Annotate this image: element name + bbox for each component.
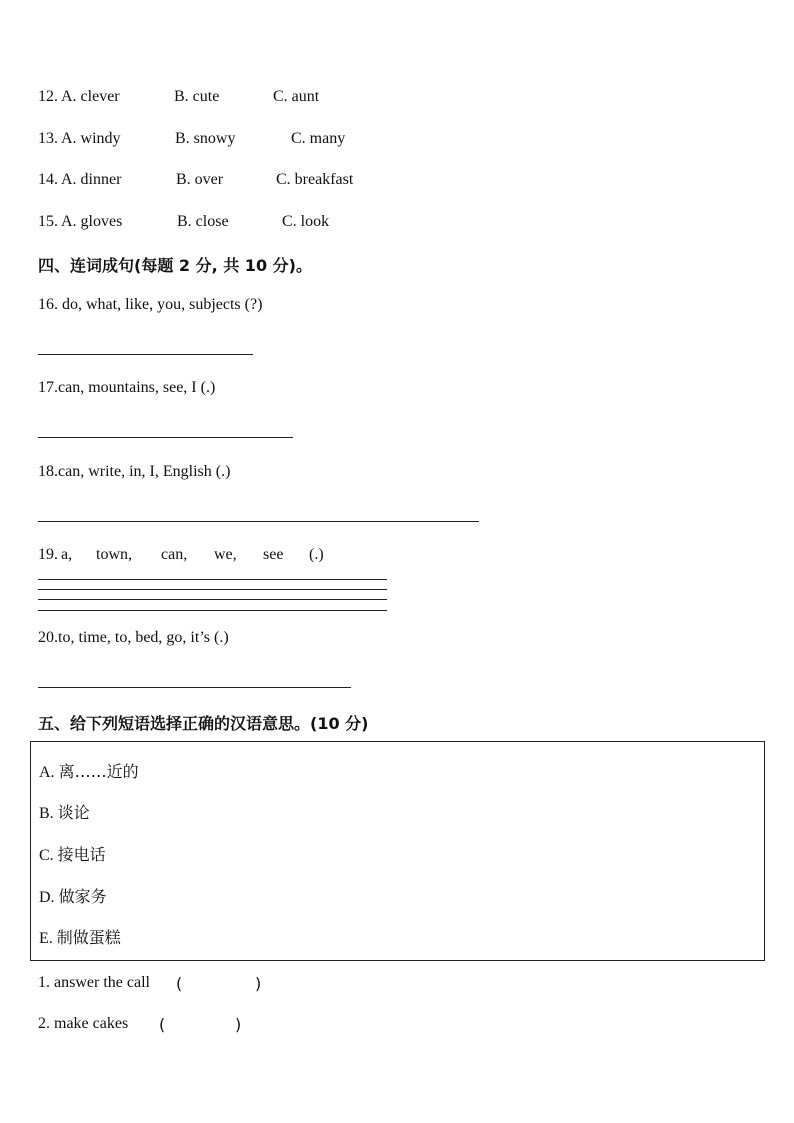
word: a, (61, 546, 73, 563)
item-text: 制做蛋糕 (56, 928, 121, 947)
item-letter: D. (39, 889, 55, 906)
answer-line-17[interactable] (38, 437, 293, 438)
phrase: 2. make cakes (38, 1015, 129, 1032)
answer-line-19b[interactable] (38, 589, 387, 590)
option-b: B. close (177, 213, 229, 230)
box-item-b (39, 800, 90, 823)
option-c: C. look (282, 213, 330, 230)
option-b: B. snowy (175, 130, 236, 147)
box-item-c (39, 842, 106, 865)
answer-line-19c[interactable] (38, 599, 387, 600)
item-text: 谈论 (57, 803, 90, 822)
answer-line-20[interactable] (38, 687, 351, 688)
option-c: C. aunt (273, 88, 320, 105)
item-text: 做家务 (58, 887, 107, 906)
option-c: C. many (291, 130, 346, 147)
question-number: 12. (38, 88, 58, 105)
item-text: 离……近的 (58, 762, 139, 781)
option-a: A. windy (61, 130, 121, 147)
option-a: A. clever (61, 88, 120, 105)
option-a: A. gloves (61, 213, 123, 230)
box-item-a (39, 759, 139, 782)
word: can, (161, 546, 188, 563)
answer-line-18[interactable] (38, 521, 479, 522)
question-number: 15. (38, 213, 58, 230)
question-number: 13. (38, 130, 58, 147)
question-number: 19. (38, 546, 58, 563)
options-box (30, 741, 765, 961)
question-16: 16. do, what, like, you, subjects (?) (38, 296, 263, 313)
answer-open-paren[interactable]: ( (176, 974, 183, 993)
section-5-title: 五、给下列短语选择正确的汉语意思。(10 分) (38, 714, 369, 733)
option-b: B. over (176, 171, 224, 188)
question-17: 17.can, mountains, see, I (.) (38, 379, 216, 396)
answer-line-16[interactable] (38, 354, 253, 355)
answer-line-19a[interactable] (38, 579, 387, 580)
question-number: 14. (38, 171, 58, 188)
answer-open-paren[interactable]: ( (159, 1015, 166, 1034)
answer-close-paren[interactable]: ) (255, 974, 262, 993)
option-c: C. breakfast (276, 171, 354, 188)
option-b: B. cute (174, 88, 220, 105)
word: see (263, 546, 284, 563)
phrase: 1. answer the call (38, 974, 150, 991)
box-item-d (39, 884, 107, 907)
word: town, (96, 546, 132, 563)
question-18: 18.can, write, in, I, English (.) (38, 463, 231, 480)
box-item-e (39, 925, 121, 948)
item-letter: A. (39, 764, 55, 781)
answer-close-paren[interactable]: ) (235, 1015, 242, 1034)
item-letter: C. (39, 847, 54, 864)
item-letter: B. (39, 805, 54, 822)
option-a: A. dinner (61, 171, 122, 188)
item-text: 接电话 (57, 845, 106, 864)
word: (.) (309, 546, 324, 563)
item-letter: E. (39, 930, 53, 947)
question-20: 20.to, time, to, bed, go, it’s (.) (38, 629, 229, 646)
answer-line-19d[interactable] (38, 610, 387, 611)
word: we, (214, 546, 237, 563)
section-4-title: 四、连词成句(每题 2 分, 共 10 分)。 (38, 256, 312, 275)
